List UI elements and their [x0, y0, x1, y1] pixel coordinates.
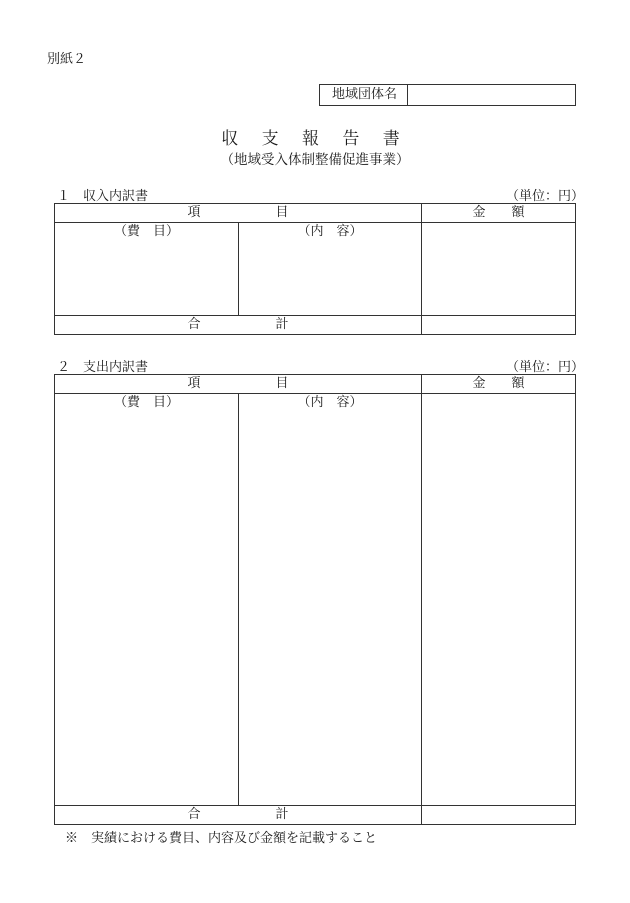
income-expense-subheader: （費 目） — [113, 224, 179, 239]
expense-total-row — [55, 806, 576, 825]
expense-item-header — [55, 375, 422, 394]
income-amount-header — [422, 204, 576, 223]
expense-amount-header-a: 金 — [472, 376, 486, 391]
document-title: 収 支 報 告 書 — [221, 129, 409, 149]
income-total-row — [55, 316, 576, 335]
income-expense-cell[interactable] — [55, 223, 239, 316]
expense-header-row — [55, 375, 576, 394]
income-table — [54, 203, 576, 335]
income-total-b: 計 — [275, 317, 289, 332]
attachment-label: 別紙２ — [47, 52, 87, 67]
expense-unit: （単位：円） — [506, 360, 585, 375]
income-total-amount[interactable] — [422, 316, 576, 335]
income-header-row — [55, 204, 576, 223]
income-content-cell[interactable] — [239, 223, 422, 316]
expense-total-amount[interactable] — [422, 806, 576, 825]
expense-content-subheader: （内 容） — [297, 395, 363, 410]
expense-total-a: 合 — [187, 807, 201, 822]
expense-section-title: ２ 支出内訳書 — [57, 360, 149, 375]
expense-content-cell[interactable] — [239, 394, 422, 806]
expense-item-header-a: 項 — [187, 376, 201, 391]
org-name-label: 地域団体名 — [320, 85, 408, 105]
income-unit: （単位：円） — [506, 189, 585, 204]
income-item-header-b: 目 — [275, 205, 289, 220]
income-amount-header-b: 額 — [511, 205, 525, 220]
expense-item-header-b: 目 — [275, 376, 289, 391]
income-item-header-a: 項 — [187, 205, 201, 220]
footnote: ※ 実績における費目、内容及び金額を記載すること — [65, 831, 378, 846]
expense-amount-header-b: 額 — [511, 376, 525, 391]
income-body-row — [55, 223, 576, 316]
income-total-label — [55, 316, 422, 335]
income-total-a: 合 — [187, 317, 201, 332]
expense-amount-header — [422, 375, 576, 394]
expense-expense-subheader: （費 目） — [113, 395, 179, 410]
income-content-subheader: （内 容） — [297, 224, 363, 239]
expense-total-b: 計 — [275, 807, 289, 822]
expense-table — [54, 374, 576, 825]
income-item-header — [55, 204, 422, 223]
income-amount-header-a: 金 — [472, 205, 486, 220]
income-section-title: １ 収入内訳書 — [57, 189, 149, 204]
document-subtitle: （地域受入体制整備促進事業） — [220, 152, 410, 168]
org-name-field[interactable] — [408, 85, 575, 105]
income-amount-cell[interactable] — [422, 223, 576, 316]
expense-expense-cell[interactable] — [55, 394, 239, 806]
expense-amount-cell[interactable] — [422, 394, 576, 806]
expense-total-label — [55, 806, 422, 825]
org-name-box — [319, 84, 576, 106]
expense-body-row — [55, 394, 576, 806]
